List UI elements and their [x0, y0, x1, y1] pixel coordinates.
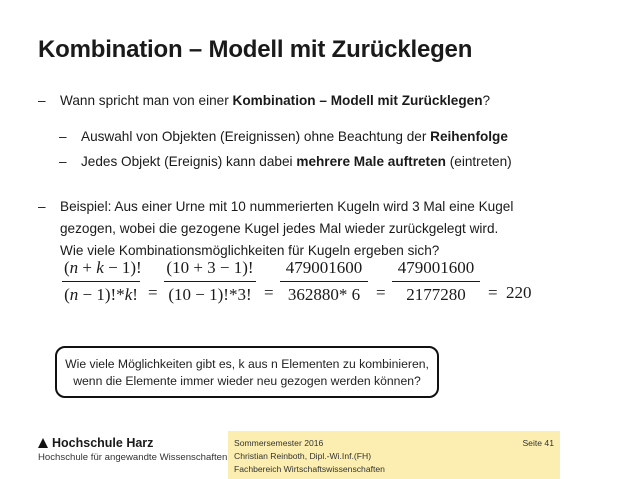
callout-line-1: Wie viele Möglichkeiten gibt es, k aus n Elementen zu kombinieren, — [65, 357, 429, 371]
fraction-3-denominator: 362880* 6 — [287, 285, 361, 304]
logo-subtitle: Hochschule für angewandte Wissenschaften — [38, 452, 228, 463]
example-line-2: gezogen, wobei die gezogene Kugel jedes Mal wieder zurückgelegt wird. — [60, 221, 499, 236]
sub2-suffix: (eintreten) — [445, 154, 512, 169]
formula-result: 220 — [506, 283, 532, 302]
sub1-prefix: Auswahl von Objekten (Ereignissen) ohne Beachtung der — [81, 129, 431, 144]
bullet-dash: – — [59, 154, 67, 169]
bullet-dash: – — [59, 129, 67, 144]
example-text-1: Beispiel: Aus einer Urne mit 10 nummerierten Kugeln wird 3 Mal eine Kugel — [60, 199, 514, 214]
fraction-4 — [392, 258, 480, 305]
general-numerator: (n + k − 1)! — [62, 258, 140, 282]
fraction-2-denominator: (10 − 1)!*3! — [168, 285, 252, 304]
equals-sign: = — [488, 283, 498, 302]
footer-department: Fachbereich Wirtschaftswissenschaften — [234, 464, 385, 474]
equals-sign: = — [376, 283, 386, 302]
university-logo — [38, 436, 153, 450]
fraction-4-denominator: 2177280 — [406, 285, 466, 304]
callout-line-2: wenn die Elemente immer wieder neu gezogen werden können? — [73, 374, 421, 388]
sub2-bold: mehrere Male auftreten — [296, 154, 446, 169]
footer-semester: Sommersemester 2016 — [234, 438, 324, 448]
footer-author: Christian Reinboth, Dipl.-Wi.Inf.(FH) — [234, 451, 372, 461]
sub2-prefix: Jedes Objekt (Ereignis) kann dabei — [81, 154, 297, 169]
slide-title: Kombination – Modell mit Zurücklegen — [38, 36, 473, 63]
equals-sign: = — [148, 283, 158, 302]
fraction-3-numerator: 479001600 — [280, 258, 368, 282]
question-line — [38, 93, 490, 108]
fraction-3 — [280, 258, 368, 305]
question-suffix: ? — [482, 93, 491, 108]
footer-info-box — [228, 431, 560, 479]
sub-bullet-2 — [59, 154, 512, 169]
equals-sign: = — [264, 283, 274, 302]
example-line-1 — [38, 199, 513, 214]
callout-box — [55, 346, 439, 398]
example-line-3: Wie viele Kombinationsmöglichkeiten für Kugeln ergeben sich? — [60, 243, 440, 258]
question-prefix: Wann spricht man von einer — [60, 93, 233, 108]
logo-triangle-icon — [38, 438, 48, 448]
question-bold: Kombination – Modell mit Zurücklegen — [232, 93, 483, 108]
sub-bullet-1 — [59, 129, 508, 144]
fraction-2-numerator: (10 + 3 − 1)! — [164, 258, 256, 282]
fraction-2 — [164, 258, 256, 305]
general-denominator: (n − 1)!*k! — [64, 285, 138, 304]
logo-name: Hochschule Harz — [52, 436, 154, 450]
bullet-dash: – — [38, 199, 46, 214]
page-number: Seite 41 — [522, 438, 554, 448]
bullet-dash: – — [38, 93, 46, 108]
fraction-4-numerator: 479001600 — [392, 258, 480, 282]
general-fraction — [62, 258, 140, 305]
sub1-bold: Reihenfolge — [430, 129, 508, 144]
